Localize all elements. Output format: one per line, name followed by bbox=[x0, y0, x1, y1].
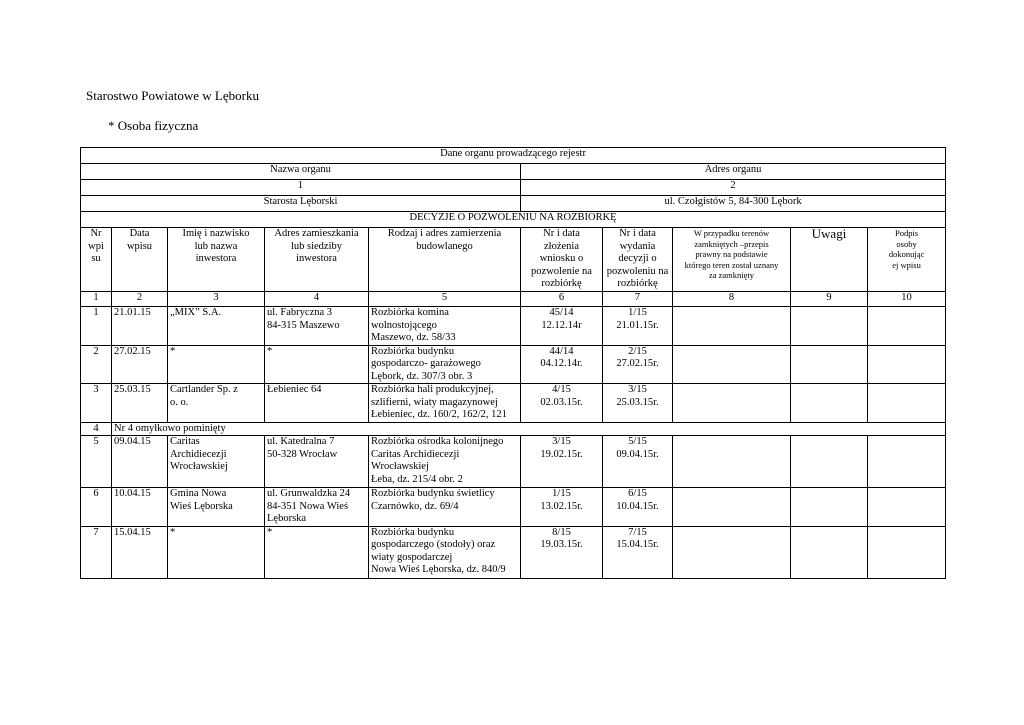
column-header-remarks bbox=[791, 228, 868, 292]
decision-number-date bbox=[603, 526, 673, 578]
closed-area-cell bbox=[673, 307, 791, 346]
investor-name-line: Caritas bbox=[170, 436, 200, 447]
column-number-8-line: 8 bbox=[728, 292, 735, 303]
investor-name-line: Gmina Nowa bbox=[170, 488, 227, 499]
investor-name bbox=[168, 436, 265, 488]
project-description-line: gospodarczo- garażowego bbox=[371, 358, 481, 369]
application-number-date-line: 1/15 bbox=[552, 488, 571, 499]
entry-number bbox=[81, 307, 112, 346]
organ-address-header: Adres organu bbox=[521, 164, 946, 180]
application-number-date bbox=[521, 384, 603, 423]
application-number-date-line: 19.02.15r. bbox=[540, 448, 583, 460]
column-header-signature-line: dokonując bbox=[888, 249, 925, 259]
investor-name bbox=[168, 384, 265, 423]
signature-cell bbox=[868, 345, 946, 384]
column-header-application-line: pozwolenie na bbox=[531, 265, 592, 277]
column-number-5-line: 5 bbox=[441, 292, 448, 303]
investor-name-line: Wrocławskiej bbox=[170, 461, 228, 472]
project-description-line: Rozbiórka komina bbox=[371, 307, 449, 318]
project-description-line: Rozbiórka budynku bbox=[371, 526, 455, 538]
column-number-3-line: 3 bbox=[213, 292, 219, 303]
column-header-project-line: Rodzaj i adres zamierzenia bbox=[387, 228, 502, 239]
project-description-line: gospodarczego (stodoły) oraz bbox=[371, 539, 496, 550]
entry-date-line: 21.01.15 bbox=[114, 307, 151, 318]
decision-number-date bbox=[603, 384, 673, 423]
column-number-4-line: 4 bbox=[313, 292, 320, 303]
column-header-project bbox=[369, 228, 521, 292]
decision-number-date-line: 1/15 bbox=[628, 307, 647, 318]
project-description-line: Lębork, dz. 307/3 obr. 3 bbox=[371, 370, 473, 382]
investor-name bbox=[168, 345, 265, 384]
column-header-closed-area bbox=[673, 228, 791, 292]
application-number-date bbox=[521, 436, 603, 488]
column-number-7-line: 7 bbox=[634, 292, 641, 303]
investor-address bbox=[265, 526, 369, 578]
closed-area-cell bbox=[673, 526, 791, 578]
person-note: * Osoba fizyczna bbox=[108, 118, 199, 133]
column-header-closed-area-line: prawny na podstawie bbox=[695, 249, 768, 259]
investor-address-line: * bbox=[267, 345, 273, 357]
investor-name bbox=[168, 307, 265, 346]
column-number-10-line: 10 bbox=[901, 292, 912, 303]
project-description-line: Caritas Archidiecezji bbox=[371, 448, 460, 460]
column-number-10 bbox=[868, 292, 946, 307]
column-header-nr-line: Nr bbox=[90, 228, 102, 239]
investor-address-line: Lęborska bbox=[267, 513, 307, 524]
organ-name-number: 1 bbox=[81, 180, 521, 196]
entry-number-line: 1 bbox=[93, 307, 99, 318]
column-header-investor-line: lub nazwa bbox=[194, 240, 238, 252]
decision-number-date bbox=[603, 436, 673, 488]
organ-address-number: 2 bbox=[521, 180, 946, 196]
investor-address-line: 50-328 Wrocław bbox=[267, 448, 338, 460]
column-header-signature-line: ej wpisu bbox=[892, 259, 921, 270]
entry-number-line: 5 bbox=[93, 436, 99, 447]
investor-name-line: * bbox=[170, 345, 176, 357]
decision-number-date-line: 7/15 bbox=[628, 526, 647, 538]
table-row bbox=[81, 488, 946, 527]
column-number-5 bbox=[369, 292, 521, 307]
column-header-signature-line: osoby bbox=[896, 238, 917, 249]
column-header-address bbox=[265, 228, 369, 292]
column-header-closed-area-line: za zamknięty bbox=[708, 270, 755, 280]
investor-address-line: ul. Katedralna 7 bbox=[267, 436, 335, 447]
decision-number-date-line: 6/15 bbox=[628, 488, 647, 499]
column-header-signature bbox=[868, 228, 946, 292]
entry-date bbox=[112, 526, 168, 578]
investor-name-line: Archidiecezji bbox=[170, 448, 227, 460]
closed-area-cell bbox=[673, 384, 791, 423]
table-row bbox=[81, 526, 946, 578]
investor-address bbox=[265, 307, 369, 346]
investor-name bbox=[168, 526, 265, 578]
investor-name-line: * bbox=[170, 526, 176, 538]
omitted-entry-note bbox=[112, 422, 946, 436]
column-header-application-line: rozbiórkę bbox=[541, 278, 582, 289]
remarks-cell bbox=[791, 307, 868, 346]
signature-cell bbox=[868, 307, 946, 346]
investor-address-line: 84-351 Nowa Wieś bbox=[267, 500, 349, 512]
column-header-address-line: Adres zamieszkania bbox=[274, 228, 359, 239]
entry-date-line: 27.02.15 bbox=[114, 345, 151, 357]
column-header-application-line: złożenia bbox=[544, 240, 579, 252]
column-number-4 bbox=[265, 292, 369, 307]
project-description-line: Rozbiórka ośrodka kolonijnego bbox=[371, 436, 504, 447]
column-number-1 bbox=[81, 292, 112, 307]
investor-name-line: Cartlander Sp. z bbox=[170, 384, 238, 395]
decision-number-date-line: 21.01.15r. bbox=[616, 319, 659, 331]
investor-address bbox=[265, 384, 369, 423]
column-header-signature-line: Podpis bbox=[894, 228, 919, 238]
column-number-9 bbox=[791, 292, 868, 307]
application-number-date-line: 44/14 bbox=[549, 345, 574, 357]
project-description-line: Czarnówko, dz. 69/4 bbox=[371, 500, 459, 512]
signature-cell bbox=[868, 488, 946, 527]
entry-date-line: 10.04.15 bbox=[114, 488, 151, 499]
project-description-line: wolnostojącego bbox=[371, 319, 437, 331]
investor-address bbox=[265, 488, 369, 527]
entry-number-line: 3 bbox=[93, 384, 99, 395]
decision-number-date bbox=[603, 307, 673, 346]
column-number-6 bbox=[521, 292, 603, 307]
table-row-omitted bbox=[81, 422, 946, 436]
register-table bbox=[80, 147, 946, 579]
organ-name-header: Nazwa organu bbox=[81, 164, 521, 180]
project-description bbox=[369, 345, 521, 384]
project-description bbox=[369, 526, 521, 578]
project-description bbox=[369, 436, 521, 488]
decision-number-date-line: 15.04.15r. bbox=[616, 539, 659, 550]
column-number-7 bbox=[603, 292, 673, 307]
project-description-line: wiaty gospodarczej bbox=[371, 551, 453, 563]
column-number-2 bbox=[112, 292, 168, 307]
entry-number bbox=[81, 345, 112, 384]
project-description-line: Maszewo, dz. 58/33 bbox=[371, 332, 456, 343]
decision-number-date-line: 25.03.15r. bbox=[616, 396, 659, 408]
application-number-date bbox=[521, 307, 603, 346]
closed-area-cell bbox=[673, 436, 791, 488]
entry-date bbox=[112, 345, 168, 384]
remarks-cell bbox=[791, 384, 868, 423]
application-number-date-line: 45/14 bbox=[549, 307, 574, 318]
column-header-investor bbox=[168, 228, 265, 292]
column-header-nr-line: su bbox=[91, 253, 101, 264]
investor-address bbox=[265, 345, 369, 384]
application-number-date-line: 3/15 bbox=[552, 436, 571, 447]
signature-cell bbox=[868, 436, 946, 488]
column-header-closed-area-line: którego teren został uznany bbox=[684, 259, 779, 270]
application-number-date-line: 12.12.14r bbox=[541, 319, 582, 331]
column-header-decision-line: Nr i data bbox=[619, 228, 656, 239]
investor-address-line: ul. Grunwaldzka 24 bbox=[267, 488, 351, 499]
entry-number-line: 7 bbox=[93, 526, 99, 538]
decision-number-date-line: 27.02.15r. bbox=[616, 358, 659, 369]
application-number-date-line: 4/15 bbox=[552, 384, 571, 395]
signature-cell bbox=[868, 526, 946, 578]
column-header-date-line: wpisu bbox=[126, 240, 153, 252]
organ-name: Starosta Lęborski bbox=[81, 196, 521, 212]
column-header-address-line: inwestora bbox=[296, 253, 337, 264]
registry-title: Dane organu prowadzącego rejestr bbox=[81, 148, 946, 164]
application-number-date bbox=[521, 526, 603, 578]
omitted-entry-number-line: 4 bbox=[93, 422, 99, 434]
entry-date-line: 25.03.15 bbox=[114, 384, 151, 395]
decision-number-date-line: 09.04.15r. bbox=[616, 448, 659, 460]
signature-cell bbox=[868, 384, 946, 423]
organ-address: ul. Czołgistów 5, 84-300 Lębork bbox=[521, 196, 946, 212]
entry-number-line: 2 bbox=[93, 345, 99, 357]
investor-name bbox=[168, 488, 265, 527]
project-description-line: Rozbiórka budynku świetlicy bbox=[371, 488, 495, 499]
application-number-date bbox=[521, 345, 603, 384]
column-header-decision bbox=[603, 228, 673, 292]
column-header-nr bbox=[81, 228, 112, 292]
application-number-date-line: 8/15 bbox=[552, 526, 571, 538]
column-header-decision-line: decyzji o bbox=[618, 253, 657, 264]
investor-name-line: Wieś Lęborska bbox=[170, 500, 233, 512]
column-header-investor-line: Imię i nazwisko bbox=[182, 228, 250, 239]
application-number-date-line: 19.03.15r. bbox=[540, 539, 583, 550]
decision-number-date-line: 3/15 bbox=[628, 384, 647, 395]
decision-number-date-line: 2/15 bbox=[628, 345, 647, 357]
column-header-application-line: wniosku o bbox=[539, 253, 584, 264]
entry-date bbox=[112, 307, 168, 346]
section-title: DECYZJE O POZWOLENIU NA ROZBIÓRKĘ bbox=[81, 212, 946, 228]
project-description-line: Nowa Wieś Lęborska, dz. 840/9 bbox=[371, 564, 506, 575]
application-number-date bbox=[521, 488, 603, 527]
column-header-closed-area-line: W przypadku terenów bbox=[693, 228, 770, 238]
table-row bbox=[81, 345, 946, 384]
project-description-line: Rozbiórka hali produkcyjnej, bbox=[371, 384, 494, 395]
investor-address-line: * bbox=[267, 526, 273, 538]
entry-number-line: 6 bbox=[93, 488, 99, 499]
application-number-date-line: 13.02.15r. bbox=[540, 500, 583, 512]
entry-date-line: 15.04.15 bbox=[114, 526, 151, 538]
column-header-nr-line: wpi bbox=[88, 240, 104, 252]
project-description-line: Łeba, dz. 215/4 obr. 2 bbox=[371, 473, 463, 485]
organization-name: Starostwo Powiatowe w Lęborku bbox=[86, 88, 259, 103]
project-description bbox=[369, 384, 521, 423]
investor-address bbox=[265, 436, 369, 488]
column-number-1-line: 1 bbox=[93, 292, 99, 303]
remarks-cell bbox=[791, 436, 868, 488]
closed-area-cell bbox=[673, 345, 791, 384]
project-description-line: Rozbiórka budynku bbox=[371, 345, 455, 357]
application-number-date-line: 04.12.14r. bbox=[540, 358, 583, 369]
column-header-project-line: budowlanego bbox=[416, 240, 473, 252]
column-header-application bbox=[521, 228, 603, 292]
decision-number-date bbox=[603, 488, 673, 527]
column-number-6-line: 6 bbox=[558, 292, 565, 303]
investor-address-line: Łebieniec 64 bbox=[267, 384, 322, 395]
column-header-remarks-line: Uwagi bbox=[811, 227, 847, 241]
project-description bbox=[369, 488, 521, 527]
entry-date bbox=[112, 488, 168, 527]
column-number-3 bbox=[168, 292, 265, 307]
table-row bbox=[81, 384, 946, 423]
column-header-decision-line: pozwoleniu na bbox=[606, 265, 669, 277]
project-description-line: szlifierni, wiaty magazynowej bbox=[371, 396, 498, 408]
entry-number bbox=[81, 436, 112, 488]
investor-address-line: ul. Fabryczna 3 bbox=[267, 307, 333, 318]
entry-date bbox=[112, 436, 168, 488]
table-row bbox=[81, 307, 946, 346]
column-header-application-line: Nr i data bbox=[543, 228, 580, 239]
remarks-cell bbox=[791, 345, 868, 384]
remarks-cell bbox=[791, 526, 868, 578]
project-description-line: Łebieniec, dz. 160/2, 162/2, 121 bbox=[371, 409, 507, 420]
column-number-2-line: 2 bbox=[136, 292, 143, 303]
column-header-closed-area-line: zamkniętych –przepis bbox=[694, 238, 769, 249]
entry-number bbox=[81, 384, 112, 423]
omitted-entry-number bbox=[81, 422, 112, 436]
application-number-date-line: 02.03.15r. bbox=[540, 396, 583, 408]
table-row bbox=[81, 436, 946, 488]
column-header-decision-line: wydania bbox=[619, 240, 656, 252]
decision-number-date-line: 5/15 bbox=[628, 436, 647, 447]
investor-name-line: o. o. bbox=[170, 396, 189, 408]
entry-date-line: 09.04.15 bbox=[114, 436, 151, 447]
column-header-date-line: Data bbox=[129, 228, 150, 239]
closed-area-cell bbox=[673, 488, 791, 527]
decision-number-date bbox=[603, 345, 673, 384]
column-number-8 bbox=[673, 292, 791, 307]
column-header-investor-line: inwestora bbox=[195, 253, 237, 264]
column-number-9-line: 9 bbox=[826, 292, 832, 303]
decision-number-date-line: 10.04.15r. bbox=[616, 500, 659, 512]
remarks-cell bbox=[791, 488, 868, 527]
project-description bbox=[369, 307, 521, 346]
entry-number bbox=[81, 526, 112, 578]
entry-date bbox=[112, 384, 168, 423]
column-header-date bbox=[112, 228, 168, 292]
column-header-decision-line: rozbiórkę bbox=[617, 278, 658, 289]
entry-number bbox=[81, 488, 112, 527]
project-description-line: Wrocławskiej bbox=[371, 461, 429, 472]
investor-name-line: „MIX” S.A. bbox=[170, 307, 222, 318]
column-header-address-line: lub siedziby bbox=[290, 240, 343, 252]
omitted-entry-note-line: Nr 4 omyłkowo pominięty bbox=[114, 422, 226, 434]
investor-address-line: 84-315 Maszewo bbox=[267, 319, 340, 331]
